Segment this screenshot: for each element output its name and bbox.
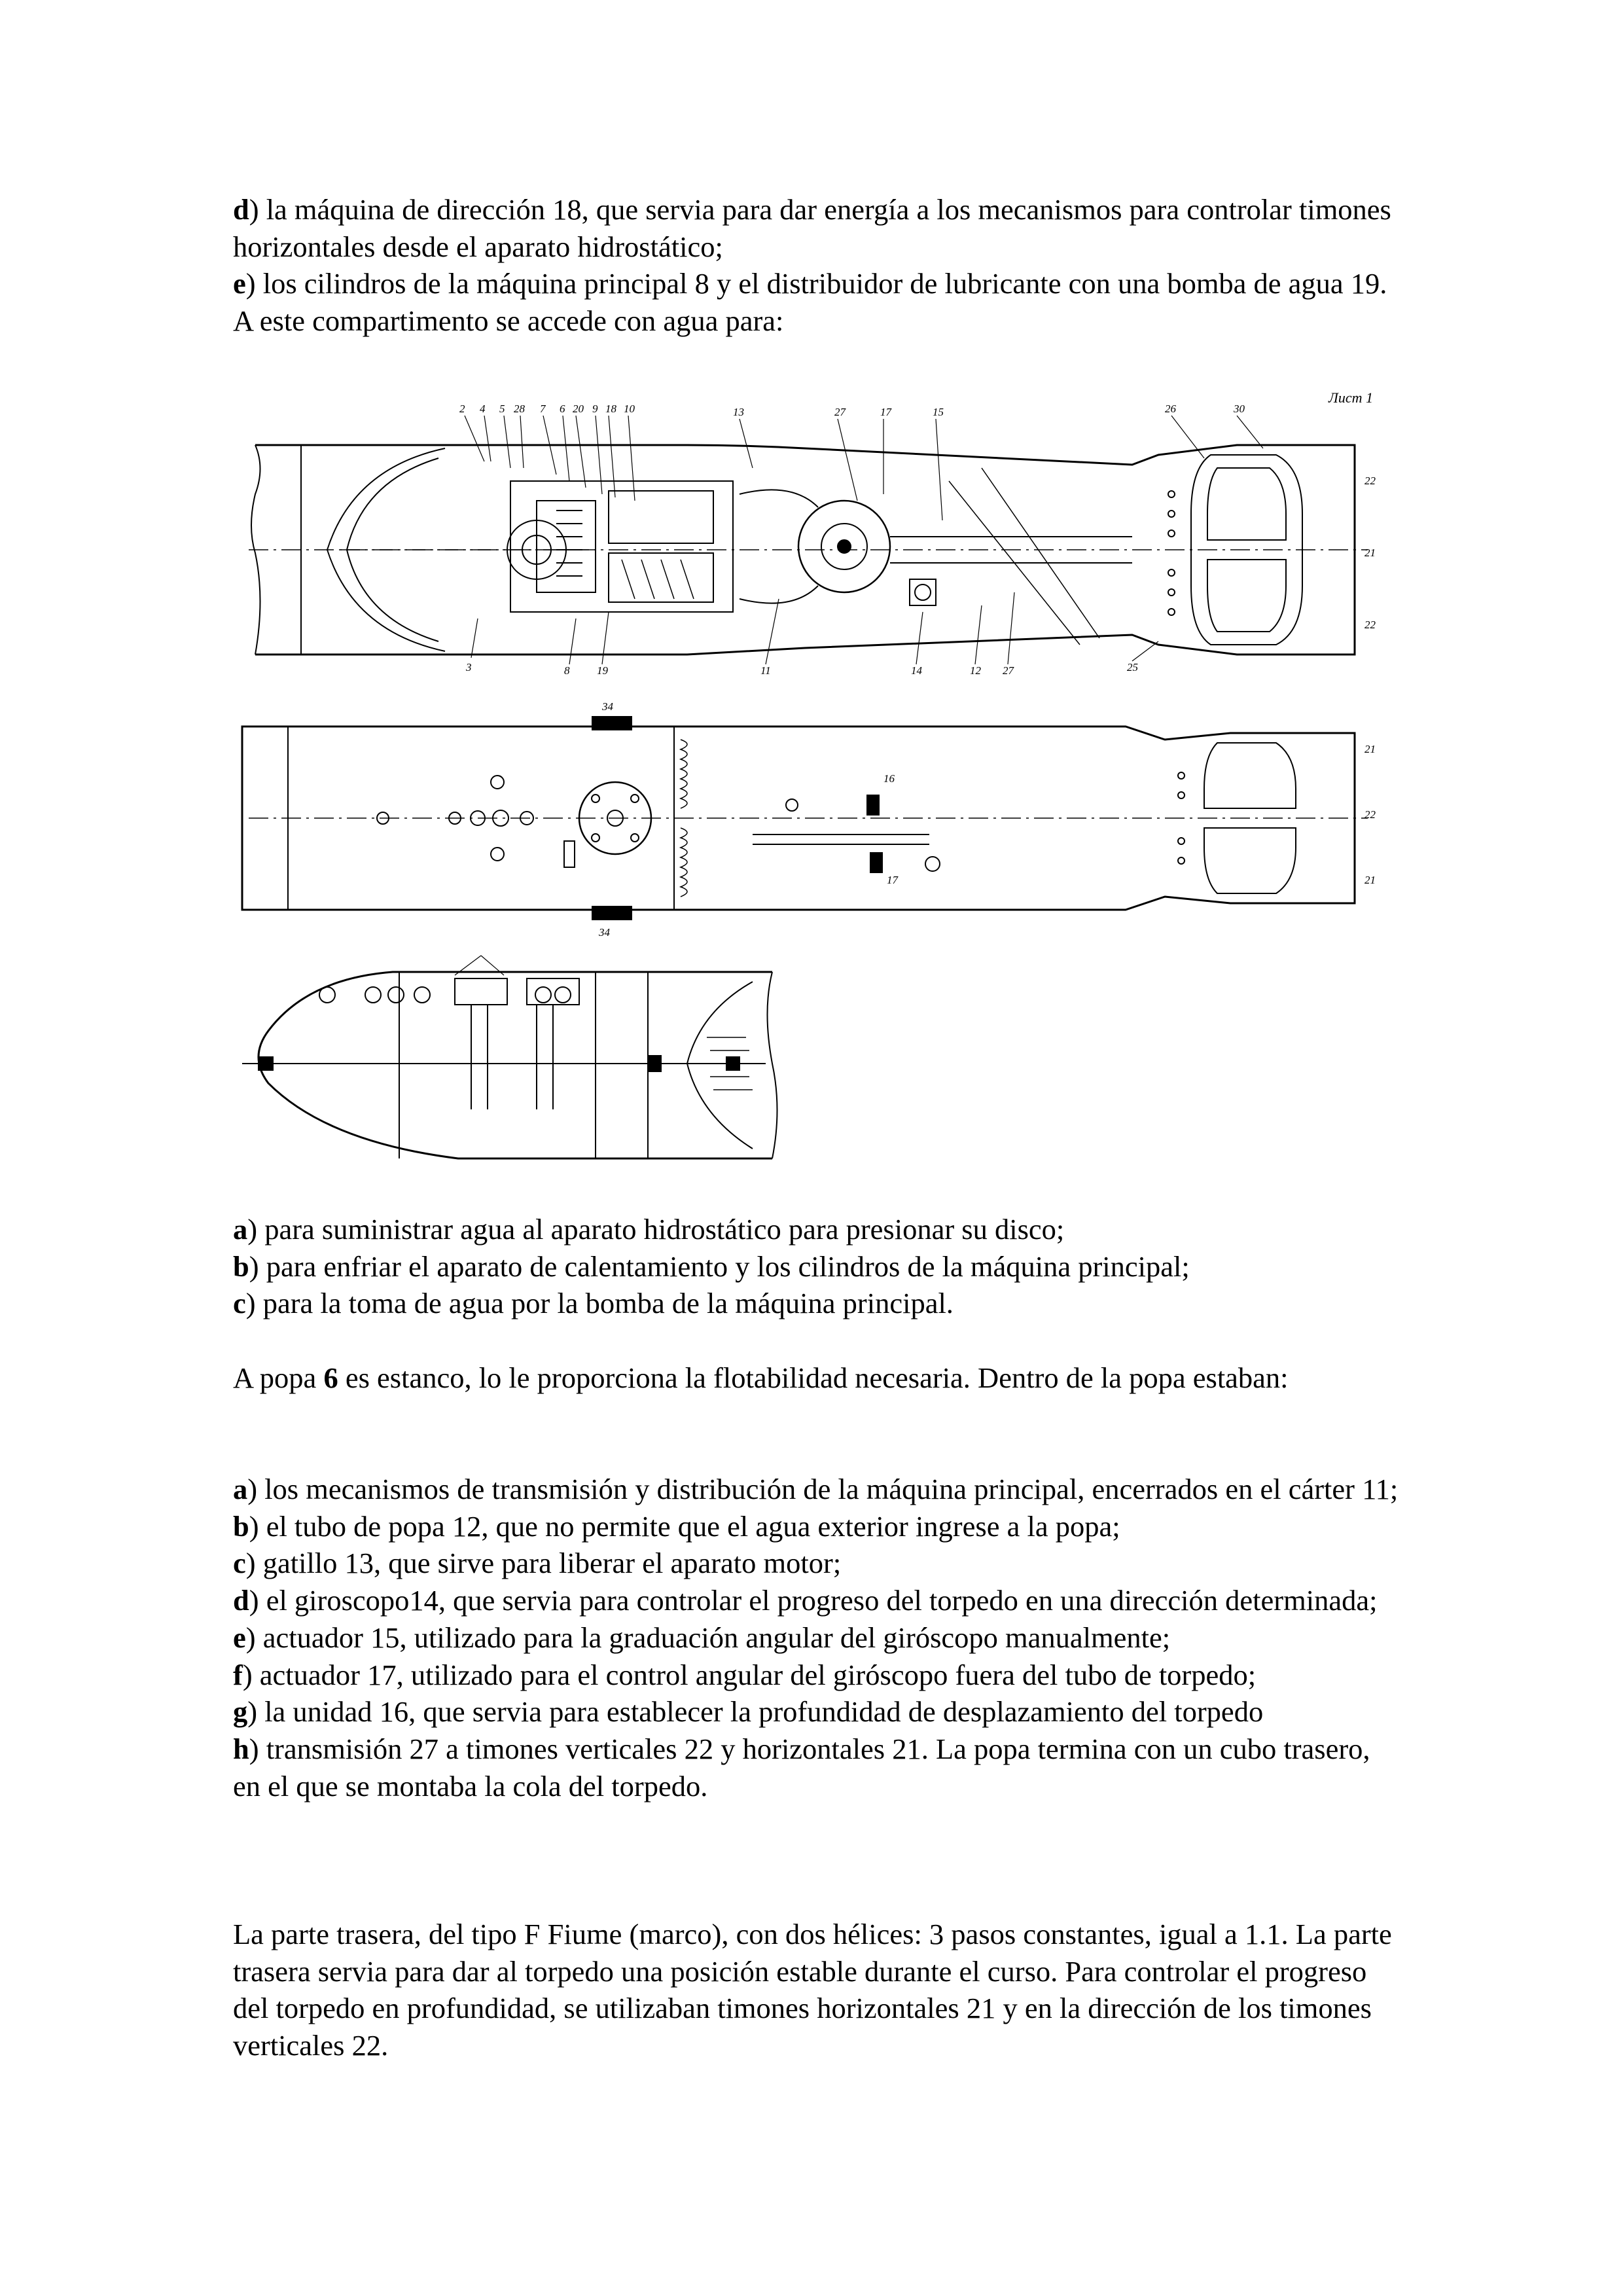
sheet-label: Лист 1 [1329,389,1374,406]
svg-text:19: 19 [597,664,608,677]
water-uses-list [233,1211,1404,1322]
svg-text:3: 3 [466,661,472,673]
water-use-b: b) para enfriar el aparato de calentamiento y los cilindros de la máquina principal; [233,1249,1190,1283]
svg-text:13: 13 [733,406,744,418]
intro-item-d: d) la máquina de dirección 18, que servia para dar energía a los mecanismos para controlar timones horizontales desde el aparato hidrostático; [233,193,1391,263]
svg-text:34: 34 [602,700,613,713]
svg-text:22: 22 [1364,619,1376,631]
svg-text:8: 8 [564,664,570,677]
svg-text:9: 9 [592,403,598,415]
intro-item-e: e) los cilindros de la máquina principal 8 y el distribuidor de lubricante con una bomba de agua 19. A este compartimento se accede con agua para: [233,267,1387,338]
torpedo-nose-view [242,956,777,1158]
svg-text:11: 11 [760,664,771,677]
torpedo-section-view [249,389,1376,677]
svg-text:21: 21 [1364,874,1376,886]
stern-item-g: g) la unidad 16, que servia para establecer la profundidad de desplazamiento del torpedo [233,1695,1264,1729]
svg-text:25: 25 [1127,661,1138,673]
svg-text:28: 28 [514,403,525,415]
svg-text:17: 17 [887,874,898,886]
svg-text:4: 4 [480,403,486,415]
svg-text:15: 15 [933,406,944,418]
svg-text:18: 18 [605,403,616,415]
torpedo-plan-view [242,700,1376,939]
svg-text:30: 30 [1234,403,1245,415]
svg-text:12: 12 [970,664,981,677]
closing-paragraph: La parte trasera, del tipo F Fiume (marco), con dos hélices: 3 pasos constantes, igual a 1.1. La parte trasera servia para dar al torpedo una posición estable durante el curso. Para controlar el progreso del torpedo en profundidad, se utilizaban timones horizontales 21 y en la dirección de los timones verticales 22. [233,1918,1392,2062]
svg-text:6: 6 [560,403,565,415]
water-use-a: a) para suministrar agua al aparato hidrostático para presionar su disco; [233,1213,1065,1246]
svg-text:17: 17 [880,406,891,418]
stern-item-f: f) actuador 17, utilizado para el control angular del giróscopo fuera del tubo de torpedo; [233,1658,1257,1691]
svg-text:27: 27 [1003,664,1014,677]
intro-paragraph [233,191,1404,340]
svg-text:26: 26 [1165,403,1176,415]
svg-text:22: 22 [1364,475,1376,487]
svg-text:10: 10 [624,403,635,415]
water-use-c: c) para la toma de agua por la bomba de la máquina principal. [233,1287,954,1320]
svg-text:5: 5 [499,403,505,415]
stern-item-d: d) el giroscopo14, que servia para controlar el progreso del torpedo en una dirección determinada; [233,1584,1378,1617]
stern-item-h: h) transmisión 27 a timones verticales 22 y horizontales 21. La popa termina con un cubo trasero, en el que se montaba la cola del torpedo. [233,1732,1370,1803]
torpedo-technical-drawing [229,383,1400,1188]
svg-text:27: 27 [834,406,846,418]
stern-item-c: c) gatillo 13, que sirve para liberar el aparato motor; [233,1547,842,1580]
svg-text:20: 20 [573,403,584,415]
svg-text:2: 2 [459,403,465,415]
stern-intro-paragraph: A popa 6 es estanco, lo le proporciona la flotabilidad necesaria. Dentro de la popa estaban: [233,1361,1289,1394]
svg-text:34: 34 [599,926,610,939]
svg-text:7: 7 [540,403,546,415]
stern-items-list [233,1471,1404,1804]
svg-text:14: 14 [911,664,922,677]
stern-item-b: b) el tubo de popa 12, que no permite que el agua exterior ingrese a la popa; [233,1509,1120,1543]
stern-item-a: a) los mecanismos de transmisión y distribución de la máquina principal, encerrados en el cárter 11; [233,1473,1399,1505]
svg-text:21: 21 [1364,547,1376,559]
svg-text:16: 16 [883,772,895,785]
stern-item-e: e) actuador 15, utilizado para la graduación angular del giróscopo manualmente; [233,1621,1171,1654]
svg-text:22: 22 [1364,808,1376,821]
svg-text:21: 21 [1364,743,1376,755]
